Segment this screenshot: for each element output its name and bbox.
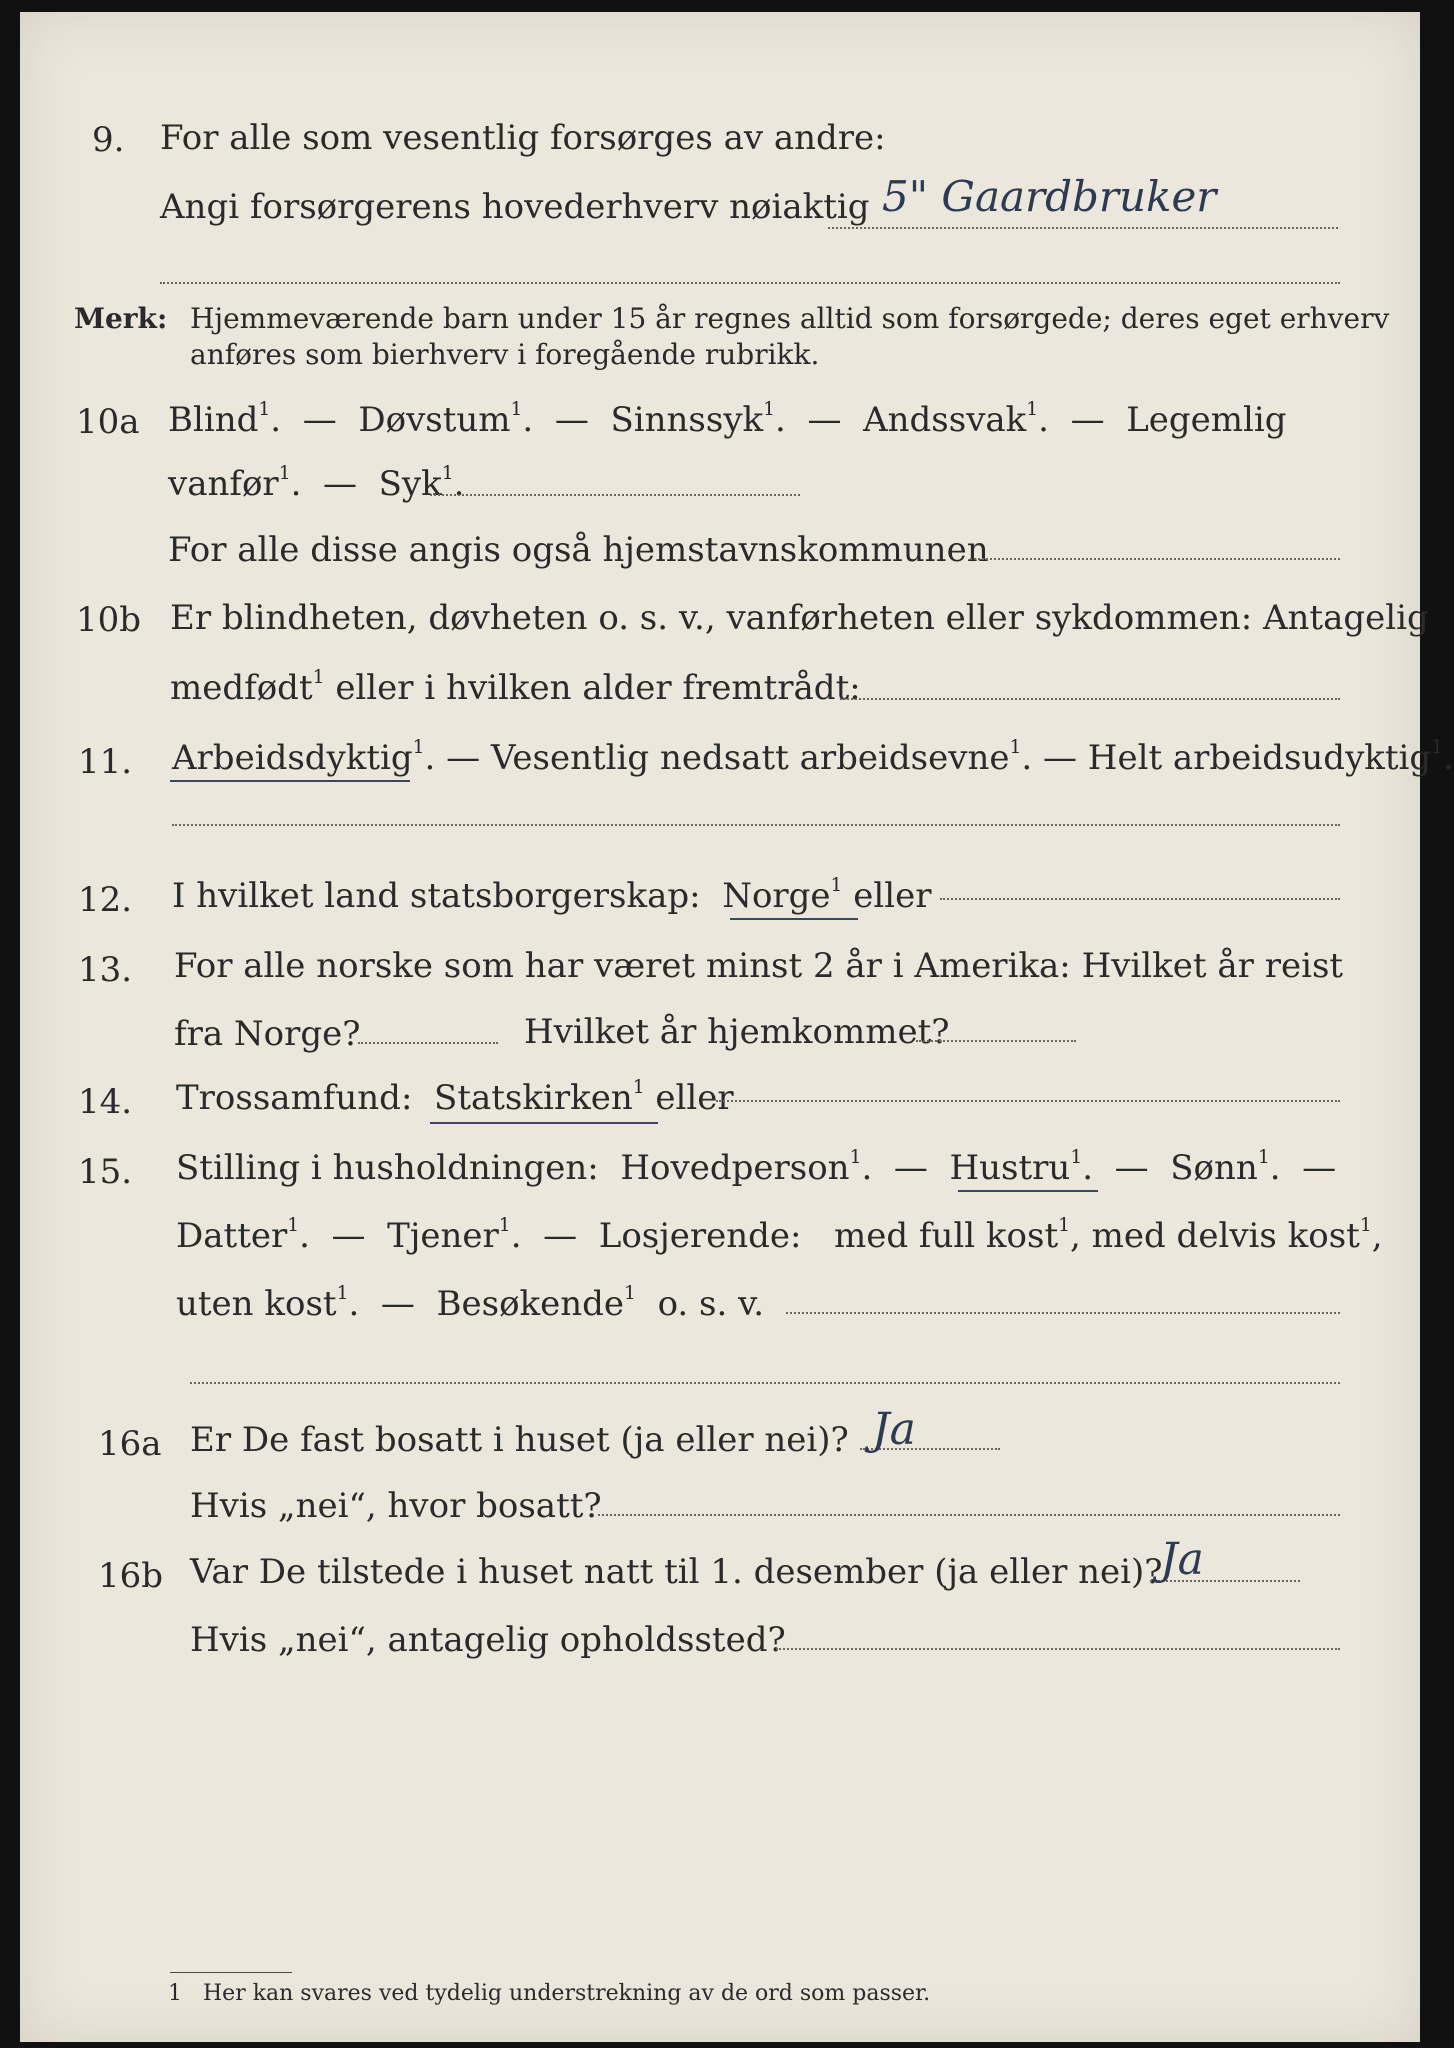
opt-full-kost[interactable]: med full kost (833, 1216, 1059, 1256)
q15-line1: Stilling i husholdningen: Hovedperson$^1$. — Hustru$^1$. — Sønn$^1$. — (176, 1147, 1337, 1188)
sup-1: 1 (412, 737, 425, 759)
census-form-page (20, 12, 1454, 2042)
sup-1: 1 (849, 1147, 862, 1169)
opt-blind[interactable]: Blind (168, 400, 259, 440)
q13-line2a: fra Norge? (174, 1014, 361, 1054)
q10b-number: 10b (76, 600, 142, 640)
opt-arbeidsdyktig[interactable]: Arbeidsdyktig (172, 738, 413, 778)
q9-handwritten-answer: 5" Gaardbruker (882, 172, 1217, 221)
q12-text: I hvilket land statsborgerskap: (172, 876, 701, 916)
q16b-line1: Var De tilstede i huset natt til 1. desember (ja eller nei)? (190, 1552, 1163, 1592)
q10a-line3: For alle disse angis også hjemstavnskommunen (168, 530, 989, 570)
q16b-opholdssted-field[interactable] (776, 1648, 1340, 1650)
q13-line1: For alle norske som har været minst 2 år i Amerika: Hvilket år reist (174, 946, 1344, 986)
q15-number: 15. (78, 1152, 133, 1192)
sup-1: 1 (1070, 1147, 1083, 1169)
sup-1: 1 (1257, 1147, 1270, 1169)
q14-eller-field[interactable] (716, 1100, 1340, 1102)
opt-udyktig[interactable]: Helt arbeidsudyktig (1087, 738, 1432, 778)
q13-number: 13. (78, 950, 133, 990)
sup-1: 1 (258, 399, 271, 421)
sup-1: 1 (441, 463, 454, 485)
opt-hustru[interactable]: Hustru (949, 1148, 1071, 1188)
q14-text: Trossamfund: (176, 1078, 413, 1118)
opt-uten-kost[interactable]: uten kost (176, 1284, 337, 1324)
q10b-alder-field[interactable] (840, 698, 1340, 700)
q14-number: 14. (78, 1082, 133, 1122)
opt-datter[interactable]: Datter (176, 1216, 288, 1256)
opt-andssvak[interactable]: Andssvak (863, 400, 1027, 440)
opt-statskirken[interactable]: Statskirken (434, 1078, 633, 1118)
sup-1: 1 (763, 399, 776, 421)
q14-answer-underline (430, 1122, 658, 1124)
q10a-number: 10a (76, 402, 140, 442)
q12-answer-underline (730, 918, 858, 920)
opt-delvis-kost[interactable]: med delvis kost (1091, 1216, 1360, 1256)
footnote-marker: 1 (168, 1981, 182, 2006)
sup-1: 1 (830, 875, 843, 897)
sup-1: 1 (632, 1077, 645, 1099)
sup-1: 1 (1431, 737, 1444, 759)
sup-1: 1 (336, 1283, 349, 1305)
opt-syk[interactable]: Syk (378, 464, 442, 504)
sup-1: 1 (1359, 1215, 1372, 1237)
q9-extra-line[interactable] (160, 282, 1340, 284)
q14-line (176, 1078, 734, 1118)
q15-extra-line[interactable] (190, 1382, 1340, 1384)
opt-dovstum[interactable]: Døvstum (358, 400, 511, 440)
opt-hovedperson[interactable]: Hovedperson (620, 1148, 850, 1188)
q16b-line2: Hvis „nei“, antagelig opholdssted? (190, 1620, 786, 1660)
q16a-bosatt-field[interactable] (598, 1514, 1340, 1516)
sup-1: 1 (1026, 399, 1039, 421)
q12-eller-field[interactable] (940, 898, 1340, 900)
q12-eller: eller (853, 876, 932, 916)
q16a-line2: Hvis „nei“, hvor bosatt? (190, 1486, 602, 1526)
q15-losjerende: Losjerende: (598, 1216, 802, 1256)
q16a-handwritten-answer: Ja (872, 1404, 916, 1455)
q13-line2b: Hvilket år hjemkommet? (524, 1012, 950, 1052)
opt-nedsatt[interactable]: Vesentlig nedsatt arbeidsevne (490, 738, 1010, 778)
opt-vanfor[interactable]: vanfør (168, 464, 279, 504)
q15-answer-underline (958, 1190, 1098, 1192)
q10b-line2 (170, 668, 861, 708)
sup-1: 1 (312, 667, 325, 689)
q16a-number: 16a (98, 1424, 162, 1464)
q11-number: 11. (78, 742, 133, 782)
q10a-line2: vanfør$^1$. — Syk$^1$. (168, 463, 465, 504)
q11-options: Arbeidsdyktig$^1$. — Vesentlig nedsatt arbeidsevne$^1$. — Helt arbeidsudyktig$^1$. (172, 737, 1454, 778)
q10a-hjemstavn-field[interactable] (970, 558, 1340, 560)
sup-1: 1 (624, 1283, 636, 1305)
q10b-line2-rest: eller i hvilken alder fremtrådt: (335, 668, 861, 708)
q12-line (172, 876, 932, 916)
footnote (168, 1980, 930, 2008)
opt-legemlig[interactable]: Legemlig (1126, 400, 1287, 440)
q16b-number: 16b (98, 1556, 164, 1596)
q15-line2: Datter$^1$. — Tjener$^1$. — Losjerende: med full kost$^1$, med delvis kost$^1$, (176, 1215, 1383, 1256)
opt-besokende[interactable]: Besøkende (436, 1284, 625, 1324)
footnote-text: Her kan svares ved tydelig understrekning av de ord som passer. (202, 1981, 931, 2006)
q13-hjemkommet-field[interactable] (916, 1040, 1076, 1042)
q11-answer-underline (170, 780, 410, 782)
q16a-line1: Er De fast bosatt i huset (ja eller nei)? (190, 1420, 849, 1460)
sup-1: 1 (278, 463, 291, 485)
q15-osv: o. s. v. (657, 1284, 765, 1324)
sup-1: 1 (1009, 737, 1022, 759)
q13-reist-field[interactable] (358, 1042, 498, 1044)
q9-line1: For alle som vesentlig forsørges av andre: (160, 118, 886, 158)
q16b-handwritten-answer: Ja (1160, 1534, 1204, 1585)
q11-extra-line[interactable] (172, 824, 1340, 826)
opt-sonn[interactable]: Sønn (1170, 1148, 1258, 1188)
footnote-rule (170, 1972, 292, 1973)
q10a-syk-field[interactable] (430, 494, 800, 496)
merk-line2: anføres som bierhverv i foregående rubrikk. (190, 338, 820, 371)
opt-medfodt[interactable]: medfødt (170, 668, 313, 708)
q9-number: 9. (92, 120, 125, 160)
merk-label: Merk: (74, 302, 168, 335)
merk-line1: Hjemmeværende barn under 15 år regnes alltid som forsørgede; deres eget erhverv (190, 302, 1390, 335)
opt-tjener[interactable]: Tjener (387, 1216, 499, 1256)
sup-1: 1 (510, 399, 523, 421)
opt-sinnssyk[interactable]: Sinnssyk (610, 400, 764, 440)
opt-norge[interactable]: Norge (722, 876, 831, 916)
q9-answer-field[interactable] (828, 227, 1338, 229)
q12-number: 12. (78, 880, 133, 920)
sup-1: 1 (498, 1215, 511, 1237)
q14-eller: eller (655, 1078, 734, 1118)
q10b-line1: Er blindheten, døvheten o. s. v., vanførheten eller sykdommen: Antagelig (170, 598, 1429, 638)
q10a-line1: Blind$^1$. — Døvstum$^1$. — Sinnssyk$^1$. — Andssvak$^1$. — Legemlig (168, 399, 1287, 440)
q15-line3: uten kost$^1$. — Besøkende$^1$ o. s. v. (176, 1283, 765, 1324)
q9-line2: Angi forsørgerens hovederhverv nøiaktig (160, 187, 870, 227)
sup-1: 1 (1058, 1215, 1070, 1237)
q15-osv-field[interactable] (786, 1312, 1340, 1314)
q15-text: Stilling i husholdningen: (176, 1148, 599, 1188)
sup-1: 1 (287, 1215, 300, 1237)
